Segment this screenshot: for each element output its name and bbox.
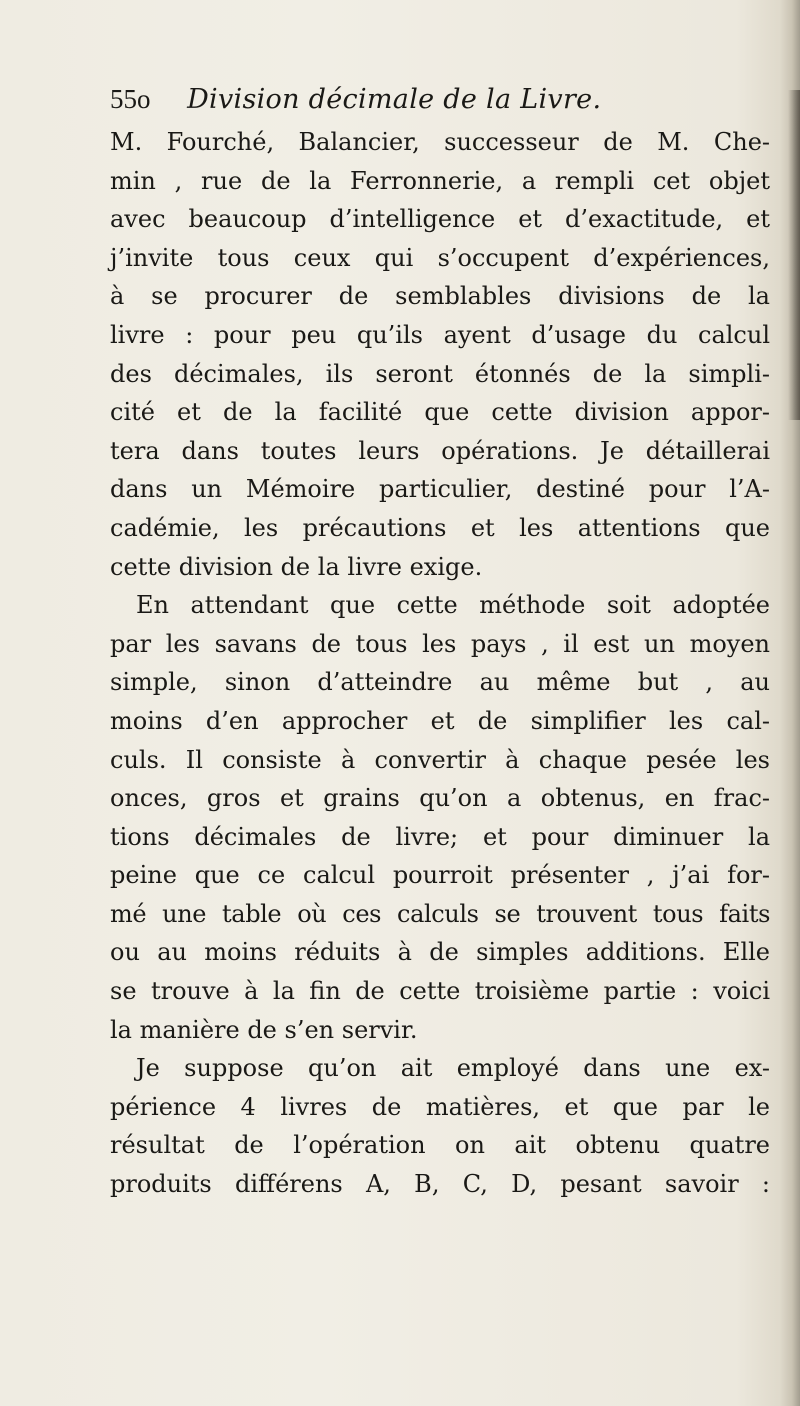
text-line: des décimales, ils seront étonnés de la simpli- — [110, 359, 770, 388]
text-line: avec beaucoup d’intelligence et d’exactitude, et — [110, 205, 770, 234]
running-title: Division décimale de la Livre. — [187, 84, 602, 115]
text-line: produits différens A, B, C, D, pesant savoir : — [110, 1170, 770, 1199]
body-text — [110, 123, 770, 1204]
text-line: peine que ce calcul pourroit présenter , j’ai for- — [110, 861, 770, 890]
text-line: onces, gros et grains qu’on a obtenus, en frac- — [110, 784, 770, 813]
text-line: tions décimales de livre; et pour diminuer la — [110, 822, 770, 851]
text-line: moins d’en approcher et de simplifier les cal- — [110, 706, 770, 735]
text-line: En attendant que cette méthode soit adoptée — [136, 591, 770, 620]
text-line: résultat de l’opération on ait obtenu quatre — [110, 1131, 770, 1160]
text-line: j’invite tous ceux qui s’occupent d’expériences, — [110, 243, 770, 272]
text-line: min , rue de la Ferronnerie, a rempli cet objet — [110, 166, 770, 195]
text-line: se trouve à la fin de cette troisième partie : voici — [110, 977, 770, 1006]
text-line: M. Fourché, Balancier, successeur de M. Che- — [110, 128, 770, 156]
text-line: cité et de la facilité que cette division appor- — [110, 398, 770, 427]
text-line: dans un Mémoire particulier, destiné pour l’A- — [110, 475, 770, 504]
text-line: livre : pour peu qu’ils ayent d’usage du calcul — [110, 320, 770, 349]
text-line: ou au moins réduits à de simples additions. Elle — [110, 938, 770, 967]
text-line: à se procurer de semblables divisions de la — [110, 282, 770, 311]
text-line: périence 4 livres de matières, et que par le — [110, 1092, 770, 1121]
text-line: mé une table où ces calculs se trouvent tous faits — [110, 899, 770, 928]
text-line: Je suppose qu’on ait employé dans une ex- — [136, 1054, 770, 1083]
text-line: la manière de s’en servir. — [110, 1015, 418, 1044]
text-line: simple, sinon d’atteindre au même but , au — [110, 668, 770, 697]
text-line: cadémie, les précautions et les attentions que — [110, 513, 770, 542]
text-line: culs. Il consiste à convertir à chaque pesée les — [110, 745, 770, 774]
text-line: cette division de la livre exige. — [110, 552, 483, 581]
text-line: par les savans de tous les pays , il est un moyen — [110, 629, 770, 658]
text-line: tera dans toutes leurs opérations. Je détaillerai — [110, 436, 770, 465]
page-number: 55o — [110, 84, 151, 114]
page-edge-dark-strip — [788, 90, 800, 420]
page-header — [110, 84, 601, 124]
